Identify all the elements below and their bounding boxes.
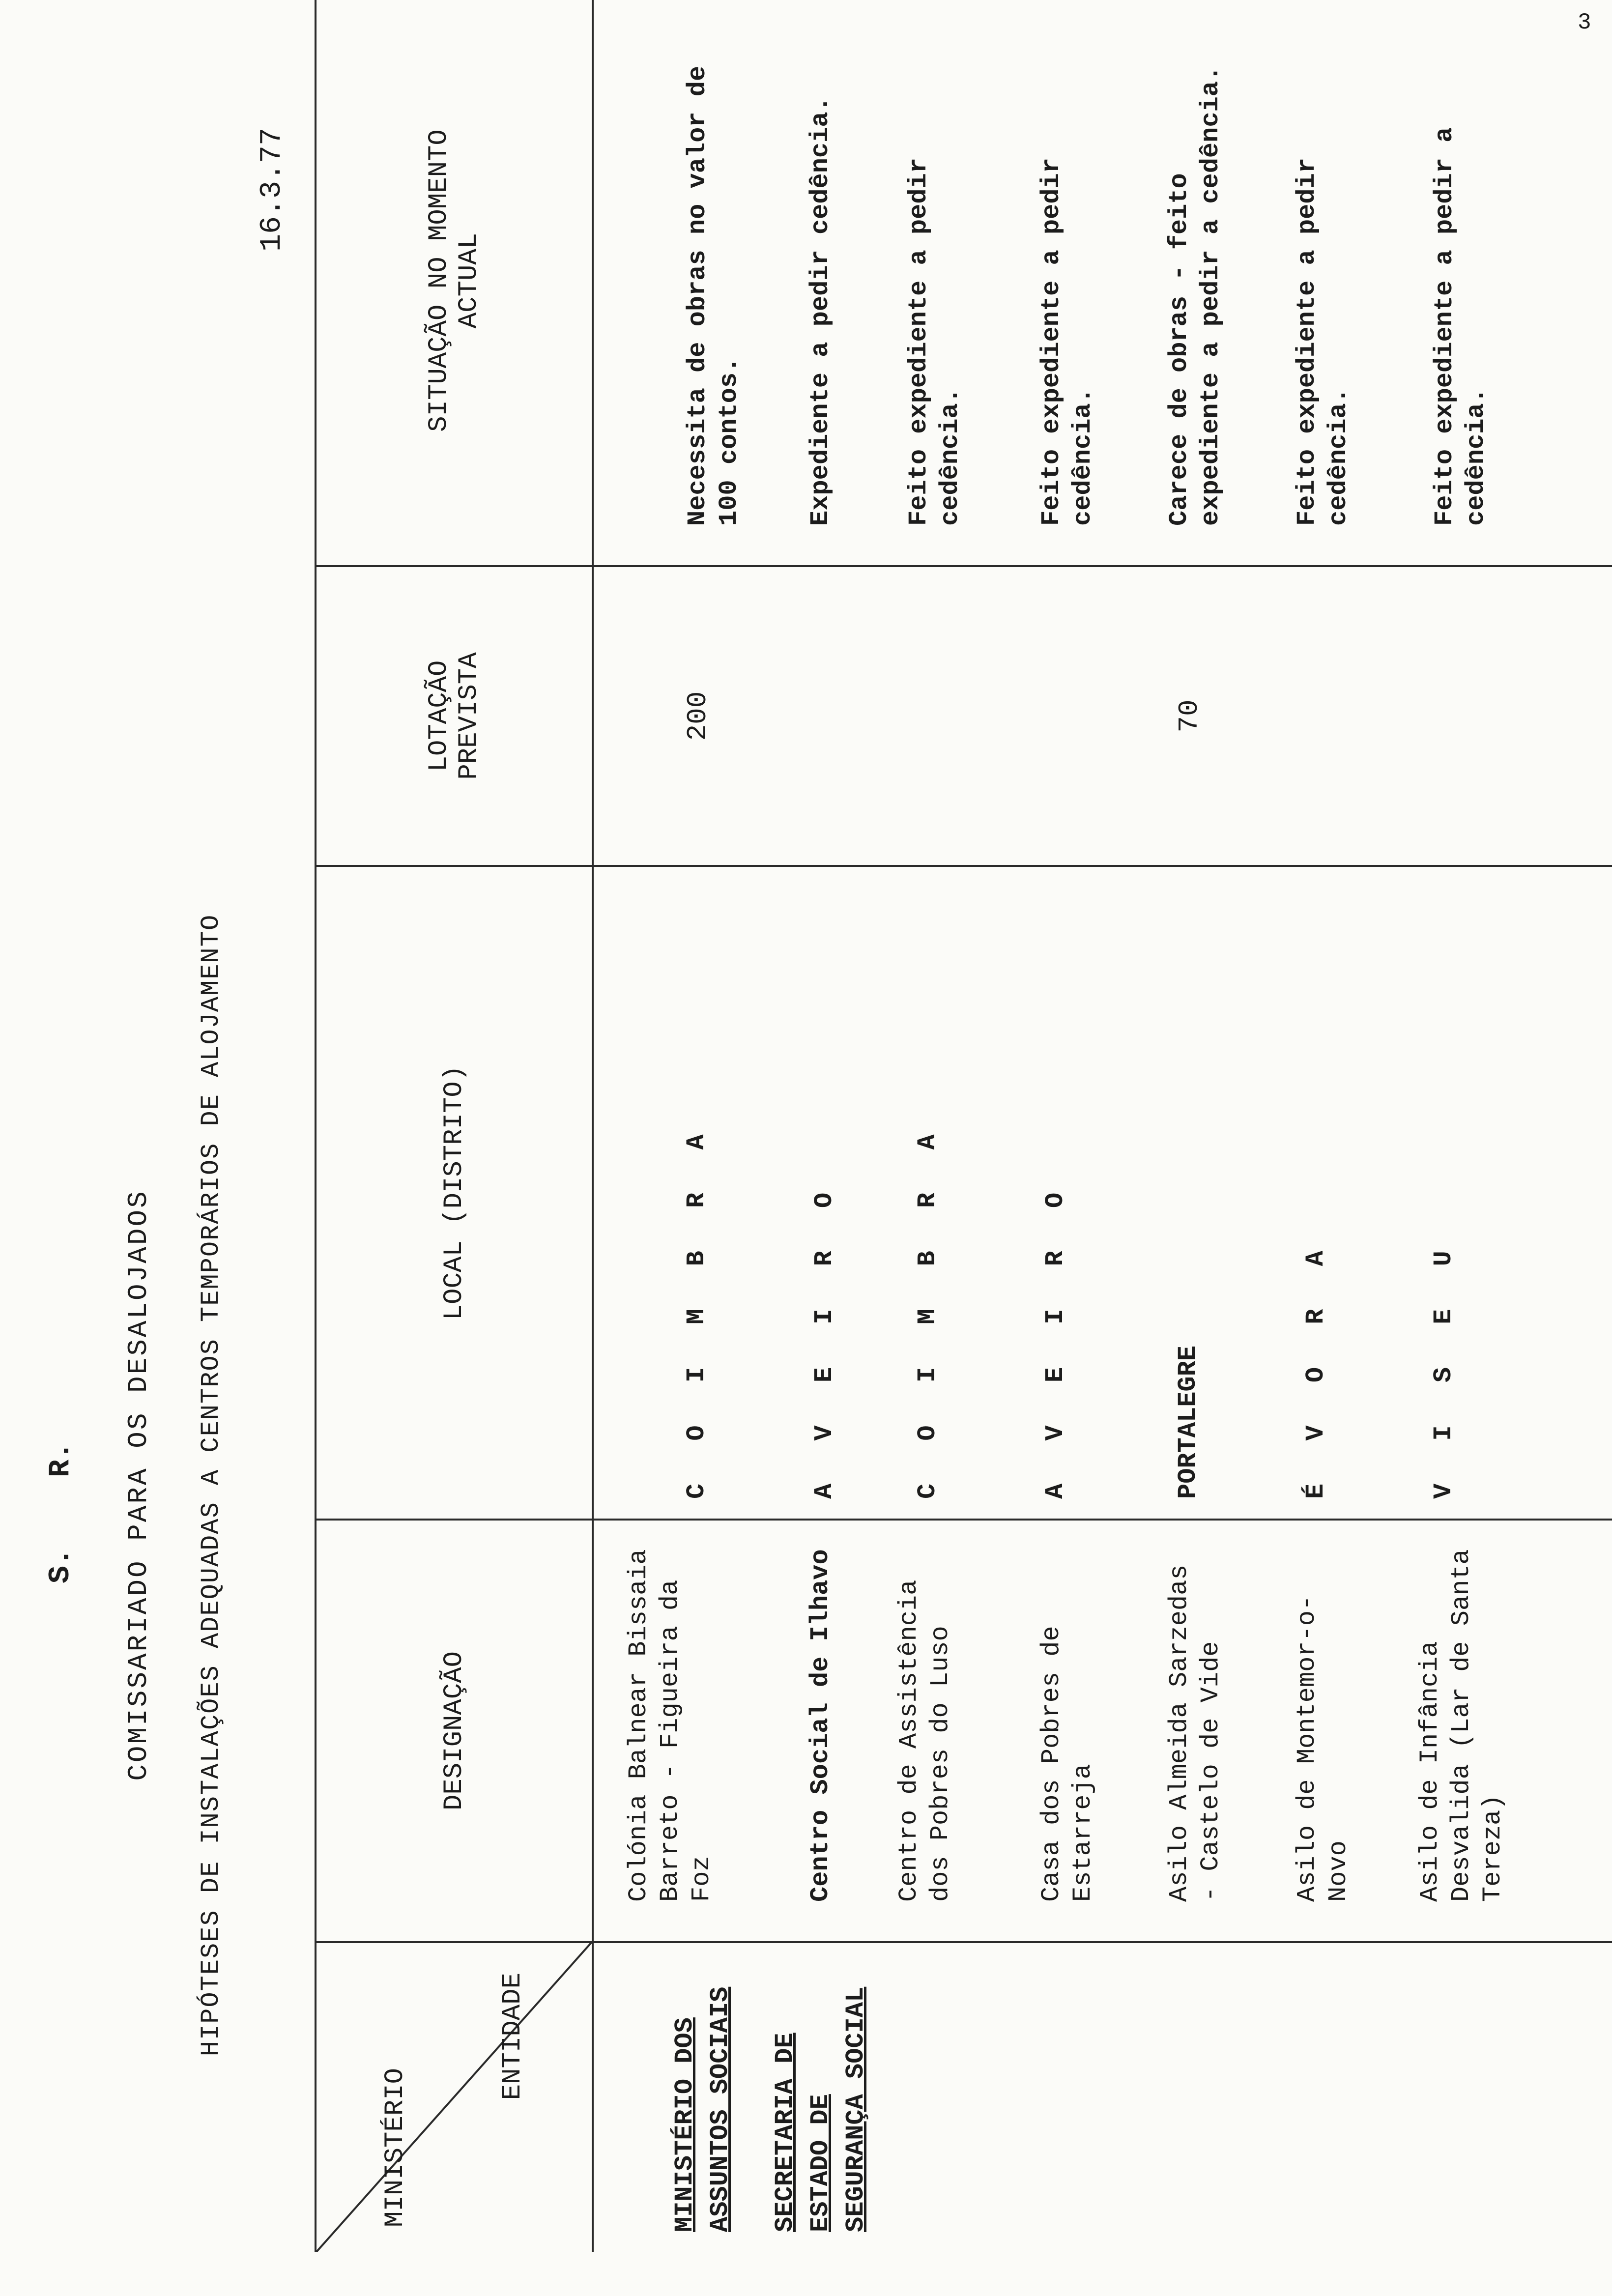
header-ministerio-entidade — [316, 1942, 593, 2252]
designacao-3: Centro de Assistência dos Pobres do Luso — [894, 1579, 955, 1902]
header-marks — [44, 1389, 78, 1583]
cell-entidade — [593, 1942, 1612, 2252]
cell-local — [593, 866, 1612, 1520]
situacao-1: Necessita de obras no valor de 100 contos. — [683, 65, 744, 526]
designacao-6: Asilo de Montemor-o-Novo — [1293, 1595, 1353, 1902]
col-lotacao: LOTAÇÃO PREVISTA — [316, 566, 593, 866]
lotacao-1: 200 — [682, 691, 714, 741]
local-3: C O I M B R A — [913, 1120, 942, 1499]
situacao-2: Expediente a pedir cedência. — [806, 96, 835, 526]
designacao-4: Casa dos Pobres de Estarreja — [1037, 1626, 1097, 1902]
mark-s: S. — [44, 1548, 78, 1583]
situacao-4: Feito expediente a pedir cedência. — [1037, 158, 1097, 526]
local-6: É V O R A — [1301, 1237, 1330, 1499]
cell-lotacao — [593, 566, 1612, 866]
situacao-6: Feito expediente a pedir cedência. — [1293, 158, 1353, 526]
ministry-name: MINISTÉRIO DOS ASSUNTOS SOCIAIS — [670, 1986, 735, 2232]
page-number: 3 — [1578, 10, 1591, 35]
col-designacao: DESIGNAÇÃO — [316, 1520, 593, 1942]
installations-table — [315, 0, 1612, 2252]
situacao-7: Feito expediente a pedir a cedência. — [1430, 127, 1491, 526]
col-entidade: ENTIDADE — [498, 1973, 528, 2100]
cell-designacao — [593, 1520, 1612, 1942]
col-local: LOCAL (DISTRITO) — [316, 866, 593, 1520]
document-subtitle: HIPÓTESES DE INSTALAÇÕES ADEQUADAS A CENTROS TEMPORÁRIOS DE ALOJAMENTO — [197, 914, 226, 2057]
secretariat-name: SECRETARIA DE ESTADO DE SEGURANÇA SOCIAL — [771, 1986, 870, 2232]
mark-r: R. — [44, 1441, 78, 1477]
local-2: A V E I R O — [810, 1178, 839, 1499]
designacao-7: Asilo de Infância Desvalida (Lar de Santa Tereza) — [1415, 1549, 1507, 1902]
diagonal-divider — [317, 1942, 592, 2252]
col-situacao: SITUAÇÃO NO MOMENTO ACTUAL — [316, 0, 593, 566]
document-title: COMISSARIADO PARA OS DESALOJADOS — [123, 1189, 154, 1781]
document-date: 16.3.77 — [256, 127, 289, 252]
cell-situacao — [593, 0, 1612, 566]
lotacao-5: 70 — [1174, 699, 1205, 733]
local-1: C O I M B R A — [682, 1120, 711, 1499]
designacao-1: Colónia Balnear Bissaia Barreto - Figueira da Foz — [624, 1549, 716, 1902]
designacao-2: Centro Social de Ilhavo — [806, 1549, 835, 1902]
local-7: V I S E U — [1429, 1237, 1458, 1499]
designacao-5: Asilo Almeida Sarzedas - Castelo de Vide — [1165, 1564, 1225, 1902]
local-5: PORTALEGRE — [1174, 1345, 1203, 1499]
col-ministerio: MINISTÉRIO — [380, 2067, 410, 2227]
local-4: A V E I R O — [1041, 1178, 1070, 1499]
situacao-3: Feito expediente a pedir cedência. — [904, 158, 965, 526]
situacao-5: Carece de obras - feito expediente a pedir a cedência. — [1165, 65, 1225, 526]
